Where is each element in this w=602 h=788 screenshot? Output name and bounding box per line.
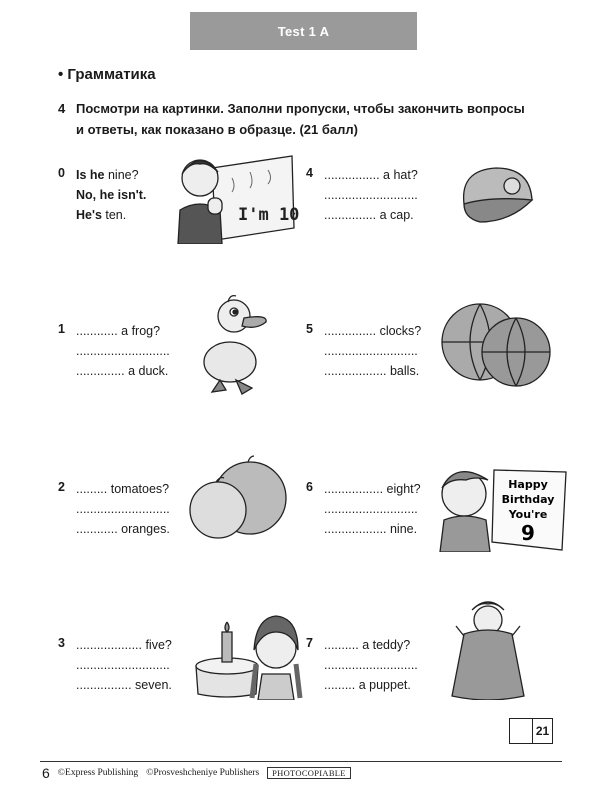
answer-line[interactable]: ............... a cap. (324, 208, 414, 222)
score-box (509, 718, 553, 744)
puppet-picture (448, 596, 528, 700)
answer-line[interactable]: ........................... (76, 502, 170, 516)
photocopiable-badge: PHOTOCOPIABLE (267, 767, 351, 779)
exercise-item-7: 7 .......... a teddy? ........................... ......... a puppet. (306, 636, 418, 692)
example-bold-2: No, he isn't. (76, 188, 147, 202)
duck-picture (190, 290, 270, 396)
balls-picture (440, 296, 552, 392)
boy-holding-sign-picture (172, 148, 300, 244)
oranges-picture (188, 454, 290, 544)
footer-divider (40, 761, 562, 762)
exercise-instruction (58, 98, 528, 140)
answer-line[interactable]: ............ oranges. (76, 522, 170, 536)
question-line[interactable]: ................... five? (76, 638, 172, 652)
page-number: 6 (42, 765, 50, 781)
card-line-1: Happy (508, 478, 548, 491)
exercise-item-2: 2 ......... tomatoes? ........................... ............ oranges. (58, 480, 170, 536)
exercise-item-5: 5 ............... clocks? ........................... .................. balls. (306, 322, 422, 378)
answer-line[interactable]: .............. a duck. (76, 364, 169, 378)
question-line[interactable]: .......... a teddy? (324, 638, 411, 652)
exercise-item-6: 6 ................. eight? ........................... .................. nine. (306, 480, 421, 536)
answer-line[interactable]: ........................... (324, 188, 418, 202)
question-line[interactable]: ......... tomatoes? (76, 482, 170, 496)
publisher-credit-1: ©Express Publishing (57, 768, 139, 778)
boy-with-birthday-card-picture (436, 458, 570, 552)
answer-line[interactable]: .................. balls. (324, 364, 420, 378)
card-line-2: Birthday (501, 493, 555, 506)
answer-line[interactable]: ........................... (324, 502, 418, 516)
example-item-0: 0 Is he nine? No, he isn't. He's ten. (58, 166, 147, 222)
publisher-credit-2: ©Prosveshcheniye Publishers (146, 768, 260, 778)
max-score: 21 (535, 724, 550, 738)
instruction-text: Посмотри на картинки. Заполни пропуски, чтобы закончить вопросы и ответы, как показано в образце. (21 балл) (76, 101, 525, 137)
question-line[interactable]: ............... clocks? (324, 324, 422, 338)
answer-line[interactable]: ........................... (76, 344, 170, 358)
footer (42, 765, 351, 781)
answer-line[interactable]: ........................... (324, 658, 418, 672)
card-number: 9 (521, 521, 535, 545)
cap-picture (450, 160, 540, 226)
exercise-number: 4 (58, 101, 66, 116)
exercise-item-3: 3 ................... five? ........................... ................ seven. (58, 636, 172, 692)
section-title: • Грамматика (58, 66, 156, 83)
test-title: Test 1 A (277, 23, 330, 39)
question-line[interactable]: ................. eight? (324, 482, 421, 496)
answer-line[interactable]: ........................... (76, 658, 170, 672)
exercise-item-4: 4 ................ a hat? ........................... ............... a cap. (306, 166, 418, 222)
example-bold-1: Is he (76, 168, 105, 182)
exercise-item-1: 1 ............ a frog? ........................... .............. a duck. (58, 322, 170, 378)
answer-line[interactable]: ........................... (324, 344, 418, 358)
answer-line[interactable]: .................. nine. (324, 522, 418, 536)
item-number: 0 (58, 166, 65, 180)
card-line-3: You're (508, 508, 548, 521)
example-bold-3: He's (76, 208, 102, 222)
question-line[interactable]: ............ a frog? (76, 324, 161, 338)
test-title-bar (190, 12, 417, 50)
question-line[interactable]: ................ a hat? (324, 168, 418, 182)
answer-line[interactable]: ................ seven. (76, 678, 172, 692)
girl-with-cake-picture (192, 604, 304, 700)
answer-line[interactable]: ......... a puppet. (324, 678, 411, 692)
sign-text: I'm 10 (238, 205, 300, 225)
score-input-cell[interactable] (510, 719, 533, 743)
